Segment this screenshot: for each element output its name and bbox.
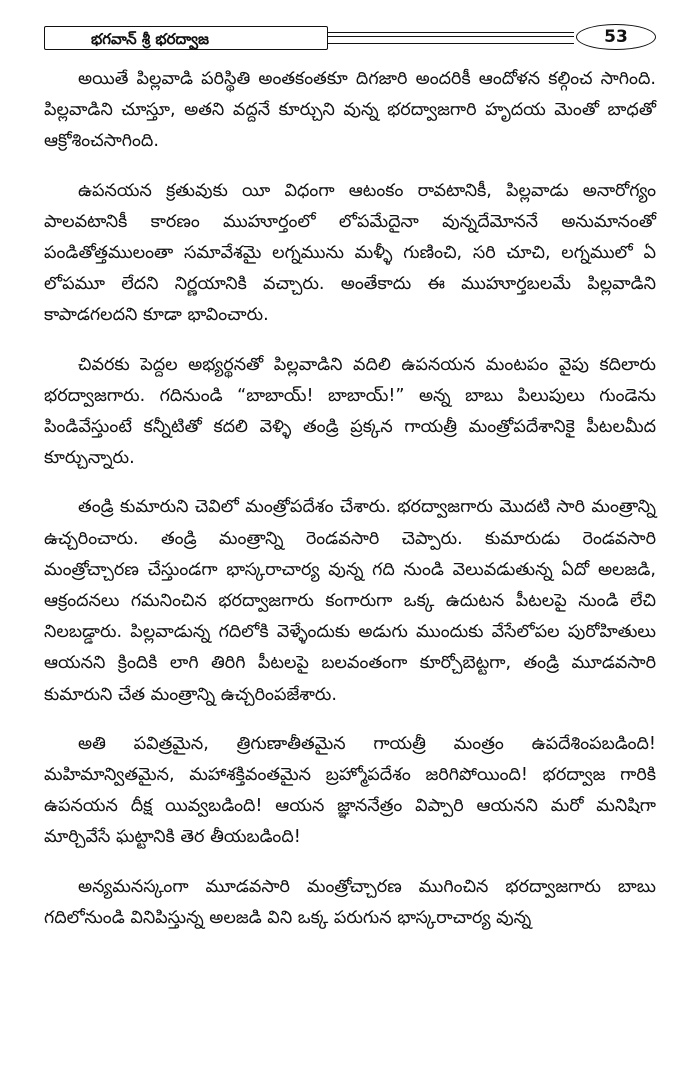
paragraph-1: అయితే పిల్లవాడి పరిస్థితి అంతకంతకూ దిగజారి అందరికీ ఆందోళన కల్గించ సాగింది. పిల్లవాడిని చూస్తూ, అతని వద్దనే కూర్చుని వున్న భరద్వాజగారి హృదయ మెంతో బాధతో ఆక్రోశించసాగింది. (44, 69, 656, 152)
paragraph-5: అతి పవిత్రమైన, త్రిగుణాతీతమైన గాయత్రీ మంత్రం ఉపదేశింపబడింది! మహిమాన్వితమైన, మహాశక్తివంతమైన బ్రహ్మోపదేశం జరిగిపోయింది! భరద్వాజ గారికి ఉపనయన దీక్ష యివ్వబడింది! ఆయన జ్ఞాననేత్రం విప్పారి ఆయనని మరో మనిషిగా మార్చివేసే ఘట్టానికి తెర తీయబడింది! (44, 733, 656, 848)
page-number: 53 (576, 24, 656, 50)
paragraph-6: అన్యమనస్కంగా మూడవసారి మంత్రోచ్చారణ ముగించిన భరద్వాజగారు బాబు గదిలోనుండి వినిపిస్తున్న అలజడి విని ఒక్క పరుగున భాస్కరాచార్య వున్న (44, 876, 656, 928)
paragraph-2: ఉపనయన క్రతువుకు యీ విధంగా ఆటంకం రావటానికీ, పిల్లవాడు అనారోగ్యం పాలవటానికీ కారణం ముహూర్తంలో లోపమేదైనా వున్నదేమోననే అనుమానంతో పండితోత్తములంతా సమావేశమై లగ్నమును మళ్ళీ గుణించి, సరి చూచి, లగ్నములో ఏ లోపమూ లేదని నిర్ణయానికి వచ్చారు. అంతేకాదు ఈ ముహూర్తబలమే పిల్లవాడిని కాపాడగలదని కూడా భావించారు. (44, 180, 656, 326)
paragraph-4: తండ్రి కుమారుని చెవిలో మంత్రోపదేశం చేశారు. భరద్వాజగారు మొదటి సారి మంత్రాన్ని ఉచ్చరించారు. తండ్రి మంత్రాన్ని రెండవసారి చెప్పారు. కుమారుడు రెండవసారి మంత్రోచ్చారణ చేస్తుండగా భాస్కరాచార్య వున్న గది నుండి వెలువడుతున్న ఏదో అలజడి, ఆక్రందనలు గమనించిన భరద్వాజగారు కంగారుగా ఒక్క ఉదుటన పీటలపై నుండి లేచి నిలబడ్డారు. పిల్లవాడున్న గదిలోకి వెళ్ళేందుకు అడుగు ముందుకు వేసేలోపల పురోహితులు ఆయనని క్రిందికి లాగి తిరిగి పీటలపై బలవంతంగా కూర్చోబెట్టగా, తండ్రి మూడవసారి కుమారుని చేత మంత్రాన్ని ఉచ్చరింపజేశారు. (44, 497, 656, 705)
body-text (44, 64, 656, 952)
running-title: భగవాన్ శ్రీ భరద్వాజ (91, 30, 209, 48)
page-header (44, 24, 656, 52)
header-title-box (44, 26, 328, 50)
header-rule (328, 32, 574, 44)
paragraph-3: చివరకు పెద్దల అభ్యర్థనతో పిల్లవాడిని వదిలి ఉపనయన మంటపం వైపు కదిలారు భరద్వాజగారు. గదినుండి “బాబాయ్! బాబాయ్!” అన్న బాబు పిలుపులు గుండెను పిండివేస్తుంటే కన్నీటితో కదలి వెళ్ళి తండ్రి ప్రక్కన గాయత్రీ మంత్రోపదేశానికై పీటలమీద కూర్చున్నారు. (44, 354, 656, 469)
